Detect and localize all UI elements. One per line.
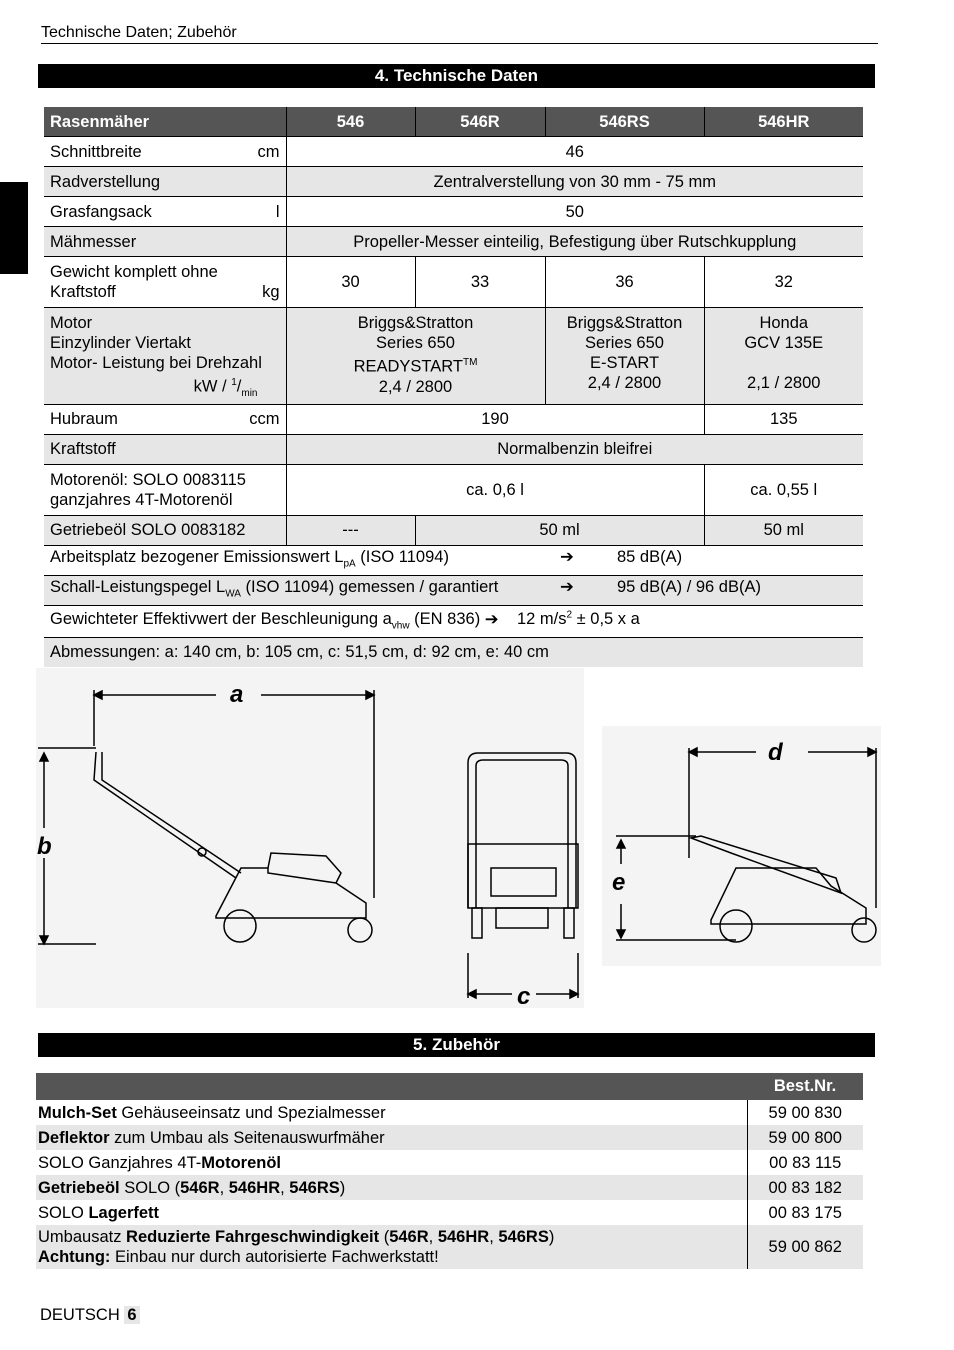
drawing-bg (36, 668, 584, 1008)
header-row (36, 1073, 863, 1100)
label: Grasfangsack (50, 202, 152, 221)
col-head: 546RS (545, 107, 704, 137)
value: ca. 0,6 l (286, 464, 704, 515)
label: kW / $^1/_{min}$ (193, 377, 258, 399)
acc-row: Umbausatz Reduzierte Fahrgeschwindigkeit (546R, 546HR, 546RS) Achtung: Einbau nur durch autorisierte Fachwerkstatt! 59 00 862 (36, 1225, 863, 1269)
row-rad (44, 167, 863, 197)
value: Abmessungen: a: 140 cm, b: 105 cm, c: 51,5 cm, d: 92 cm, e: 40 cm (44, 637, 863, 667)
value: 33 (415, 257, 545, 308)
value: Zentralverstellung von 30 mm - 75 mm (286, 167, 863, 197)
dim-label-a: a (230, 681, 244, 708)
dim-label-e: e (612, 869, 626, 896)
arrow-icon: ➔ (560, 547, 574, 566)
arrow-icon: ➔ (484, 610, 499, 629)
row-schall (44, 575, 863, 605)
row-kraftstoff (44, 434, 863, 464)
row-beschleunigung (44, 605, 863, 637)
value: Briggs&Stratton (566, 314, 683, 332)
col-head: Rasenmäher (44, 107, 286, 137)
row-gewicht (44, 257, 863, 308)
value: Honda (759, 314, 809, 332)
value: --- (286, 515, 415, 545)
acc-row: Deflektor zum Umbau als Seitenauswurfmäher 59 00 800 (36, 1125, 863, 1150)
value: 12 $m/s^2 \pm 0,5$ x a (516, 609, 640, 629)
header-row (44, 107, 863, 137)
unit: kg (262, 283, 280, 301)
value: 32 (704, 257, 863, 308)
arrow-icon: ➔ (560, 577, 574, 596)
value: 85 dB(A) (617, 547, 683, 566)
row-emission (44, 545, 863, 575)
value: Propeller-Messer einteilig, Befestigung über Rutschkupplung (286, 227, 863, 257)
row-getriebeoel (44, 515, 863, 545)
dim-label-d: d (768, 739, 783, 766)
part-number: 00 83 182 (747, 1175, 863, 1200)
thumb-tab (0, 182, 28, 274)
value: 95 dB(A) / 96 dB(A) (617, 577, 761, 596)
page-number: 6 (124, 1306, 139, 1324)
value: 135 (704, 404, 863, 434)
part-number: 59 00 830 (747, 1100, 863, 1125)
label: Arbeitsplatz bezogener Emissionswert $L_{pA}$ (ISO 11094) (50, 547, 449, 569)
part-number: 00 83 115 (747, 1150, 863, 1175)
value: 50 ml (415, 515, 704, 545)
value: 36 (545, 257, 704, 308)
label: Motor- Leistung bei Drehzahl (50, 354, 262, 372)
value: Briggs&Stratton (357, 314, 474, 332)
col-head: Best.Nr. (747, 1073, 863, 1100)
label: Radverstellung (44, 167, 286, 197)
value: 50 (286, 197, 863, 227)
value: 50 ml (704, 515, 863, 545)
col-head: 546 (286, 107, 415, 137)
acc-row: Getriebeöl SOLO (546R, 546HR, 546RS) 00 83 182 (36, 1175, 863, 1200)
value: E-START (589, 354, 660, 372)
dim-label-c: c (517, 983, 531, 1008)
section-title-accessories: 5. Zubehör (38, 1033, 875, 1057)
unit: l (275, 202, 280, 221)
acc-row: SOLO Ganzjahres 4T-Motorenöl 00 83 115 (36, 1150, 863, 1175)
part-number: 59 00 862 (747, 1225, 863, 1269)
language-label: DEUTSCH (40, 1306, 120, 1324)
label: Getriebeöl SOLO 0083182 (44, 515, 286, 545)
page-footer (40, 1306, 140, 1325)
value: GCV 135E (744, 334, 824, 352)
label: Motor (50, 314, 93, 332)
label: Schnittbreite (50, 142, 142, 161)
label: Kraftstoff (50, 283, 116, 301)
value: Normalbenzin bleifrei (286, 434, 863, 464)
mower-dimension-drawings (36, 668, 881, 1008)
value: 46 (286, 137, 863, 167)
value: 190 (286, 404, 704, 434)
label: Gewicht komplett ohne (50, 263, 218, 281)
unit: ccm (249, 410, 280, 429)
label: Einzylinder Viertakt (50, 334, 191, 352)
value: 30 (286, 257, 415, 308)
label: Kraftstoff (44, 434, 286, 464)
label: Mähmesser (44, 227, 286, 257)
tech-table (44, 107, 863, 667)
row-motor (44, 308, 863, 405)
value: Series 650 (585, 334, 664, 352)
section-title-tech: 4. Technische Daten (38, 64, 875, 88)
accessories-table (36, 1073, 863, 1269)
part-number: 00 83 175 (747, 1200, 863, 1225)
value: 2,4 / 2800 (378, 377, 453, 396)
value: 2,4 / 2800 (587, 374, 662, 392)
col-head: 546HR (704, 107, 863, 137)
label: Motorenöl: SOLO 0083115 (50, 470, 246, 489)
drawing-bg (602, 726, 881, 966)
row-messer (44, 227, 863, 257)
value: ca. 0,55 l (704, 464, 863, 515)
value: READYSTART™ (353, 357, 478, 376)
label: Gewichteter Effektivwert der Beschleunigung $a_{vhw}$ (EN 836) (50, 610, 485, 632)
value: Series 650 (376, 334, 455, 352)
row-schnitt (44, 137, 863, 167)
row-abmessungen (44, 637, 863, 667)
label: ganzjahres 4T-Motorenöl (50, 490, 233, 509)
acc-row: SOLO Lagerfett 00 83 175 (36, 1200, 863, 1225)
label: Hubraum (50, 410, 118, 429)
unit: cm (257, 142, 280, 161)
part-number: 59 00 800 (747, 1125, 863, 1150)
col-head: 546R (415, 107, 545, 137)
row-hubraum (44, 404, 863, 434)
row-gras (44, 197, 863, 227)
dim-label-b: b (37, 833, 52, 860)
row-motoroel (44, 464, 863, 515)
acc-row: Mulch-Set Gehäuseeinsatz und Spezialmesser 59 00 830 (36, 1100, 863, 1125)
running-header: Technische Daten; Zubehör (41, 24, 878, 44)
value: 2,1 / 2800 (747, 374, 821, 392)
label: Schall-Leistungspegel $L_{WA}$ (ISO 11094) gemessen / garantiert (50, 577, 499, 599)
